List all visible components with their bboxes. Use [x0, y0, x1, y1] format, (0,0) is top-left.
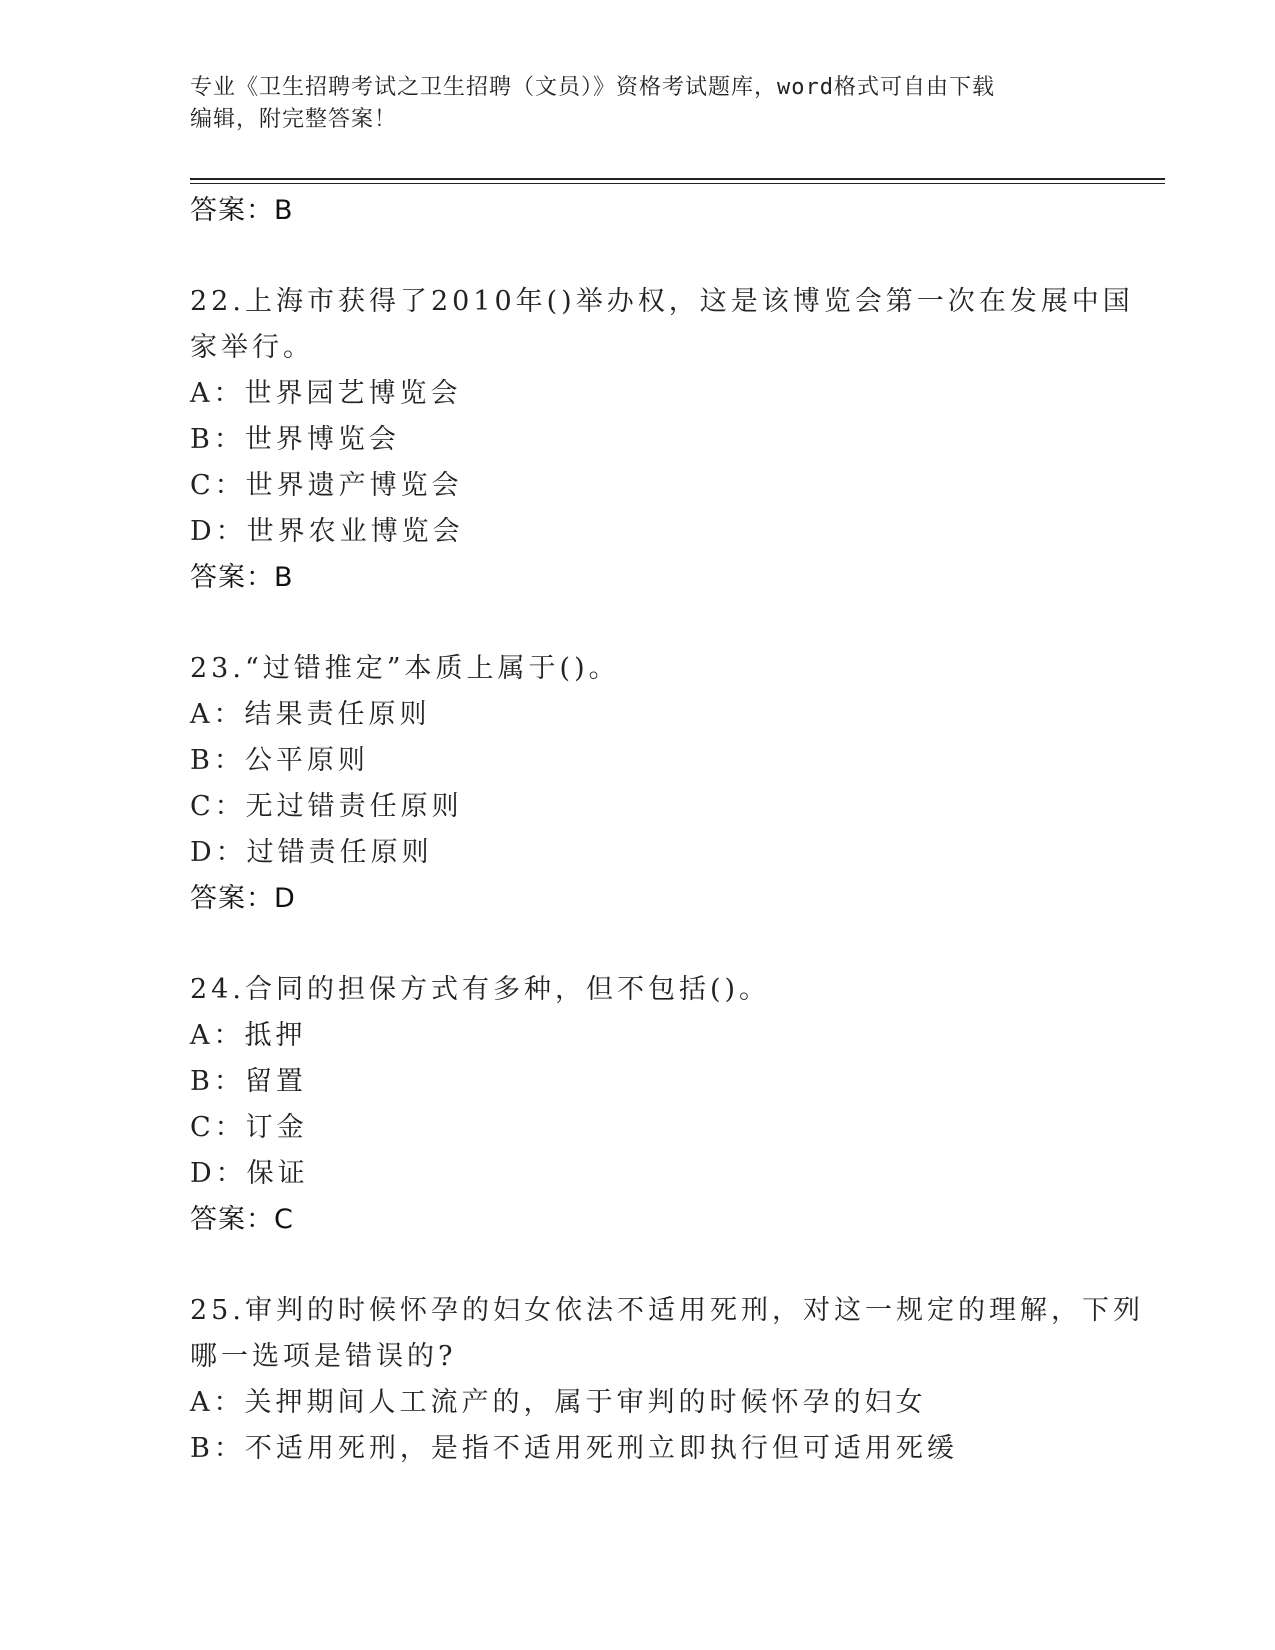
option-b: B：世界博览会: [190, 424, 400, 455]
option-b: B：公平原则: [190, 745, 369, 776]
answer-line: 答案：B: [190, 195, 294, 226]
question-stem-line: 哪一选项是错误的?: [190, 1341, 457, 1372]
option-d: D：保证: [190, 1158, 309, 1189]
option-c: C：无过错责任原则: [190, 791, 463, 822]
answer-line: 答案：D: [190, 883, 296, 914]
header-line-2: 编辑，附完整答案！: [190, 107, 398, 132]
option-a: A：关押期间人工流产的，属于审判的时候怀孕的妇女: [190, 1387, 927, 1418]
question-list: [190, 188, 1144, 1472]
question-block: [190, 1288, 1144, 1472]
option-a: A：结果责任原则: [190, 699, 431, 730]
answer-line: 答案：B: [190, 562, 294, 593]
question-block: [190, 279, 1134, 601]
option-c: C：订金: [190, 1112, 308, 1143]
header-divider-thick: [190, 178, 1165, 180]
option-d: D：过错责任原则: [190, 837, 433, 868]
question-stem-line: 25.审判的时候怀孕的妇女依法不适用死刑，对这一规定的理解，下列: [190, 1295, 1144, 1326]
header-line-1: 专业《卫生招聘考试之卫生招聘（文员）》资格考试题库，word格式可自由下载: [190, 75, 995, 100]
spacer: [190, 1243, 1090, 1288]
option-b: B：不适用死刑，是指不适用死刑立即执行但可适用死缓: [190, 1433, 958, 1464]
spacer: [190, 234, 1090, 279]
question-stem-line: 23.“过错推定”本质上属于()。: [190, 653, 620, 684]
question-block: [190, 967, 1090, 1243]
spacer: [190, 922, 1090, 967]
spacer: [190, 601, 1090, 646]
header-divider-thin: [190, 183, 1165, 184]
option-d: D：世界农业博览会: [190, 516, 464, 547]
question-stem-line: 24.合同的担保方式有多种，但不包括()。: [190, 974, 771, 1005]
answer-line: 答案：C: [190, 1204, 294, 1235]
option-a: A：抵押: [190, 1020, 307, 1051]
question-stem-line: 22.上海市获得了2010年()举办权，这是该博览会第一次在发展中国: [190, 286, 1134, 317]
question-stem-line: 家举行。: [190, 332, 314, 363]
option-c: C：世界遗产博览会: [190, 470, 463, 501]
option-a: A：世界园艺博览会: [190, 378, 462, 409]
option-b: B：留置: [190, 1066, 307, 1097]
question-block: [190, 646, 1090, 922]
document-header: [190, 72, 1090, 136]
